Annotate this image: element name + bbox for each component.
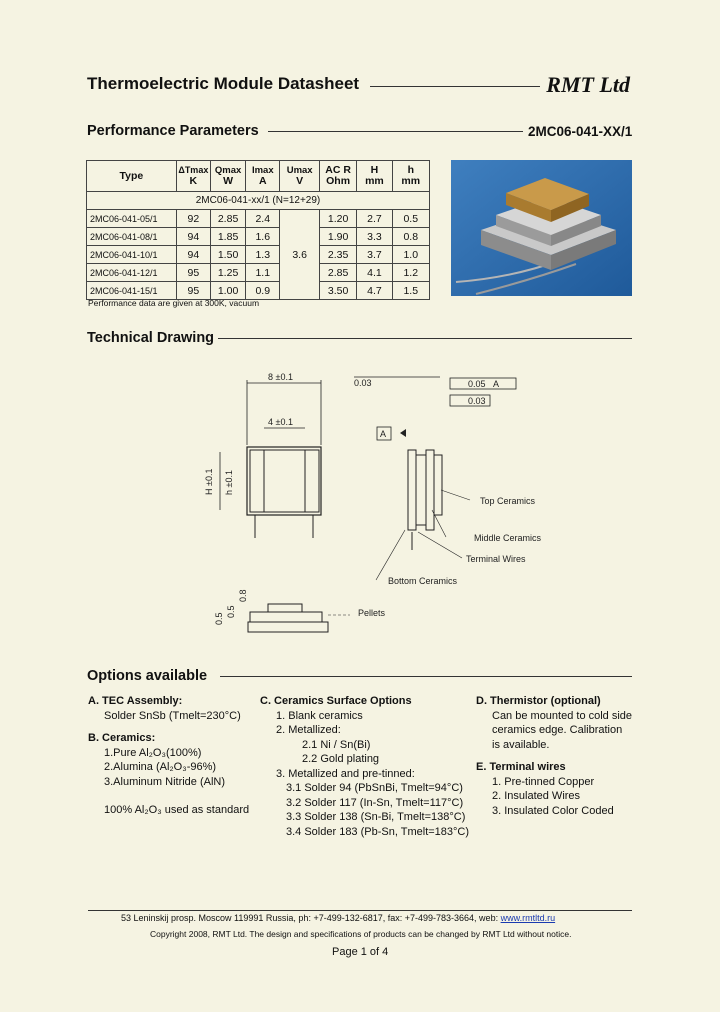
table-row	[87, 246, 430, 264]
thermistor-line: ceramics edge. Calibration	[492, 724, 623, 736]
thermistor-line: Can be mounted to cold side	[492, 709, 633, 722]
cell-i: 1.6	[246, 228, 280, 246]
cell-q: 1.00	[210, 282, 245, 300]
cell-dt: 94	[176, 246, 210, 264]
cell-q: 1.85	[210, 228, 245, 246]
ceramic-left	[250, 450, 264, 512]
surface-title: C. Ceramics Surface Options	[260, 695, 412, 707]
ceramics-item: 2.Alumina (Al₂O₃-96%)	[104, 761, 217, 773]
ceramics-item: 1.Pure Al₂O₃(100%)	[104, 746, 202, 759]
ceramics-item: 3.Aluminum Nitride (AlN)	[104, 775, 226, 788]
cell-umax: 3.6	[280, 210, 320, 300]
cell-r: 3.50	[319, 282, 356, 300]
cell-r: 2.85	[319, 264, 356, 282]
cell-dt: 92	[176, 210, 210, 228]
options-col-assembly	[88, 694, 249, 818]
table-row	[87, 282, 430, 300]
cell-i: 1.3	[246, 246, 280, 264]
ceramic-top-side	[408, 450, 416, 530]
options-col-extras	[476, 694, 632, 818]
tec-assembly-item: Solder SnSb (Tmelt=230°C)	[104, 709, 241, 722]
top-ceramic	[268, 604, 302, 612]
label-bottom-ceramics: Bottom Ceramics	[388, 576, 458, 586]
dim-h: h ±0.1	[224, 470, 234, 495]
performance-table	[86, 160, 430, 300]
terminal-wires-item: 2. Insulated Wires	[492, 790, 581, 802]
label-pellets: Pellets	[358, 608, 386, 618]
technical-drawing	[150, 360, 542, 650]
options-rule	[220, 676, 632, 677]
surface-item: 3.1 Solder 94 (PbSnBi, Tmelt=94°C)	[286, 782, 463, 794]
col-type: Type	[87, 161, 177, 192]
module-photo	[451, 160, 632, 296]
cell-H: 2.7	[357, 210, 392, 228]
pellets-side	[416, 455, 426, 525]
cell-h: 0.5	[392, 210, 429, 228]
cell-h: 1.0	[392, 246, 429, 264]
model-number: 2MC06-041-XX/1	[528, 124, 633, 139]
col-h: h mm	[392, 161, 429, 192]
thermistor-title: D. Thermistor (optional)	[476, 695, 601, 707]
page-number: Page 1 of 4	[332, 946, 389, 958]
series-label: 2MC06-041-xx/1 (N=12+29)	[87, 192, 430, 210]
cell-dt: 95	[176, 282, 210, 300]
label-terminal-wires: Terminal Wires	[466, 554, 526, 564]
thermistor-line: is available.	[492, 738, 550, 751]
leader-line	[441, 490, 470, 500]
cell-type: 2MC06-041-08/1	[87, 228, 177, 246]
cell-type: 2MC06-041-05/1	[87, 210, 177, 228]
surface-item: 2.2 Gold plating	[302, 753, 380, 765]
cell-type: 2MC06-041-12/1	[87, 264, 177, 282]
ceramic-mid-side	[426, 450, 434, 530]
surface-item: 1. Blank ceramics	[276, 709, 363, 722]
title-rule	[370, 86, 540, 87]
col-H: H mm	[357, 161, 392, 192]
dim-inner-width: 4 ±0.1	[268, 417, 293, 427]
options-heading: Options available	[87, 668, 208, 684]
dim-outer-width: 8 ±0.1	[268, 372, 293, 382]
parallel-value: 0.05	[468, 379, 486, 389]
cell-H: 4.1	[357, 264, 392, 282]
col-acr: AC R Ohm	[319, 161, 356, 192]
leader-line	[418, 532, 462, 558]
ceramic-bottom-side	[434, 455, 442, 515]
surface-item: 2.1 Ni / Sn(Bi)	[302, 738, 371, 751]
cell-q: 2.85	[210, 210, 245, 228]
surface-item: 3.4 Solder 183 (Pb-Sn, Tmelt=183°C)	[286, 825, 470, 838]
options-col-surface	[260, 694, 469, 839]
document-title: Thermoelectric Module Datasheet	[87, 74, 360, 93]
datum-label: A	[380, 429, 387, 439]
terminal-wires-item: 1. Pre-tinned Copper	[492, 775, 595, 788]
cell-H: 3.7	[357, 246, 392, 264]
address-text: 53 Leninskij prosp. Moscow 119991 Russia, ph: +7-499-132-6817, fax: +7-499-783-3664, web:	[121, 913, 499, 923]
cell-r: 1.20	[319, 210, 356, 228]
table-row	[87, 228, 430, 246]
cell-q: 1.50	[210, 246, 245, 264]
cell-H: 3.3	[357, 228, 392, 246]
cell-r: 2.35	[319, 246, 356, 264]
cell-q: 1.25	[210, 264, 245, 282]
performance-note: Performance data are given at 300K, vacuum	[88, 298, 260, 308]
cell-type: 2MC06-041-15/1	[87, 282, 177, 300]
dim-H: H ±0.1	[204, 468, 214, 495]
col-imax: Imax A	[246, 161, 280, 192]
table-header-row	[87, 161, 430, 192]
col-dtmax: ΔTmax K	[176, 161, 210, 192]
bottom-ceramic	[248, 622, 328, 632]
flatness-value: 0.03	[354, 378, 372, 388]
surface-item: 3.3 Solder 138 (Sn-Bi, Tmelt=138°C)	[286, 811, 466, 823]
cell-h: 0.8	[392, 228, 429, 246]
module-outline	[247, 447, 321, 515]
cell-h: 1.5	[392, 282, 429, 300]
table-row	[87, 264, 430, 282]
terminal-wires-item: 3. Insulated Color Coded	[492, 804, 614, 817]
performance-rule	[268, 131, 523, 132]
cell-r: 1.90	[319, 228, 356, 246]
brand-logo: RMT Ltd	[546, 72, 630, 97]
label-middle-ceramics: Middle Ceramics	[474, 533, 542, 543]
drawing-heading: Technical Drawing	[87, 330, 215, 346]
cell-i: 2.4	[246, 210, 280, 228]
dim-small-3: 0.8	[238, 589, 248, 602]
datum-arrow	[400, 429, 406, 437]
cell-H: 4.7	[357, 282, 392, 300]
website-link[interactable]: www.rmtltd.ru	[500, 913, 556, 923]
cell-i: 1.1	[246, 264, 280, 282]
dim-small-2: 0.5	[226, 605, 236, 618]
footer-copyright: Copyright 2008, RMT Ltd. The design and specifications of products can be changed by RMT Ltd without notice.	[150, 929, 572, 939]
col-qmax: Qmax W	[210, 161, 245, 192]
col-umax: Umax V	[280, 161, 320, 192]
ceramics-title: B. Ceramics:	[88, 732, 156, 744]
cell-i: 0.9	[246, 282, 280, 300]
footer-address	[121, 913, 555, 923]
terminal-wires-title: E. Terminal wires	[476, 761, 566, 773]
cell-h: 1.2	[392, 264, 429, 282]
label-top-ceramics: Top Ceramics	[480, 496, 536, 506]
performance-heading: Performance Parameters	[87, 123, 259, 139]
footer-rule	[88, 910, 632, 911]
parallel-datum: A	[493, 379, 500, 389]
leader-line	[376, 530, 405, 580]
series-row	[87, 192, 430, 210]
middle-ceramic	[250, 612, 322, 622]
surface-item: 3.2 Solder 117 (In-Sn, Tmelt=117°C)	[286, 796, 464, 809]
cell-dt: 95	[176, 264, 210, 282]
ceramic-right	[305, 450, 319, 512]
flatness2-value: 0.03	[468, 396, 486, 406]
tec-assembly-title: A. TEC Assembly:	[88, 695, 183, 707]
surface-item: 2. Metallized:	[276, 724, 341, 736]
table-row	[87, 210, 430, 228]
dim-small-1: 0.5	[214, 612, 224, 625]
cell-dt: 94	[176, 228, 210, 246]
drawing-rule	[218, 338, 632, 339]
surface-item: 3. Metallized and pre-tinned:	[276, 767, 415, 780]
cell-type: 2MC06-041-10/1	[87, 246, 177, 264]
ceramics-note: 100% Al₂O₃ used as standard	[104, 804, 250, 816]
